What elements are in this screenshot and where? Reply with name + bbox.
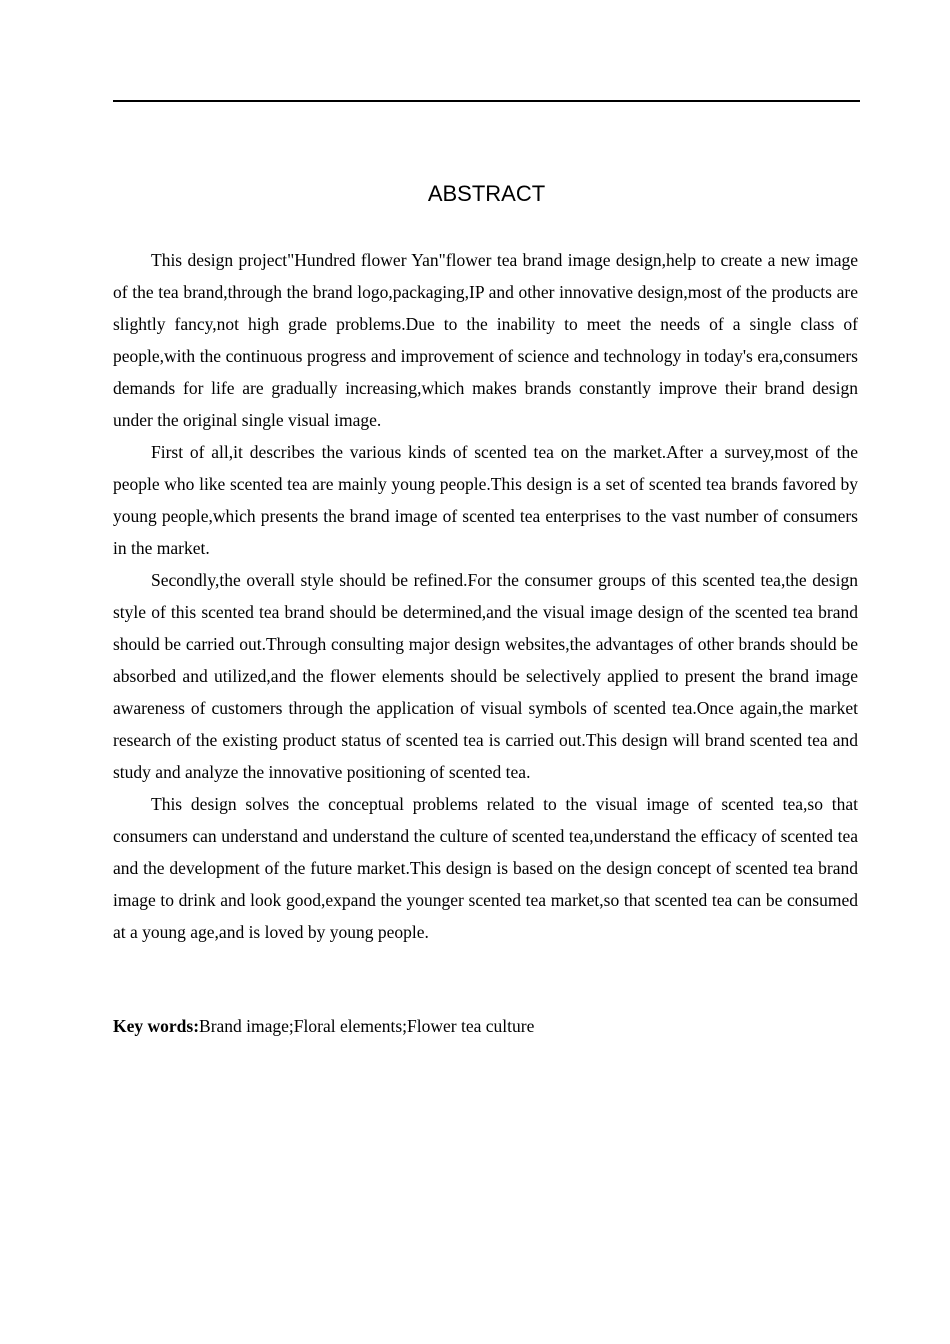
abstract-paragraph-4: This design solves the conceptual problems related to the visual image of scented tea,so that consumers can understand and understand the culture of scented tea,understand the efficacy of scented tea and the development of the future market.This design is based on the design concept of scented tea brand image to drink and look good,expand the younger scented tea market,so that scented tea can be consumed at a young age,and is loved by young people.	[113, 794, 858, 942]
abstract-paragraph-1: This design project"Hundred flower Yan"flower tea brand image design,help to create a new image of the tea brand,through the brand logo,packaging,IP and other innovative design,most of the products are slightly fancy,not high grade problems.Due to the inability to meet the needs of a single class of people,with the continuous progress and improvement of science and technology in today's era,consumers demands for life are gradually increasing,which makes brands constantly improve their brand design under the original single visual image.	[113, 250, 858, 430]
keywords-value: Brand image;Floral elements;Flower tea culture	[199, 1016, 535, 1036]
keywords-line	[113, 1011, 858, 1041]
abstract-paragraph-3: Secondly,the overall style should be refined.For the consumer groups of this scented tea,the design style of this scented tea brand should be determined,and the visual image design of the scented tea brand should be carried out.Through consulting major design websites,the advantages of other brands should be absorbed and utilized,and the flower elements should be selectively applied to present the brand image awareness of customers through the application of visual symbols of scented tea.Once again,the market research of the existing product status of scented tea is carried out.This design will brand scented tea and study and analyze the innovative positioning of scented tea.	[113, 570, 858, 782]
abstract-body	[113, 244, 858, 948]
abstract-title: ABSTRACT	[427, 181, 546, 206]
header-rule	[113, 100, 860, 102]
abstract-paragraph-2: First of all,it describes the various kinds of scented tea on the market.After a survey,most of the people who like scented tea are mainly young people.This design is a set of scented tea brands favored by young people,which presents the brand image of scented tea enterprises to the vast number of consumers in the market.	[113, 442, 858, 558]
keywords-label: Key words:	[113, 1016, 200, 1036]
